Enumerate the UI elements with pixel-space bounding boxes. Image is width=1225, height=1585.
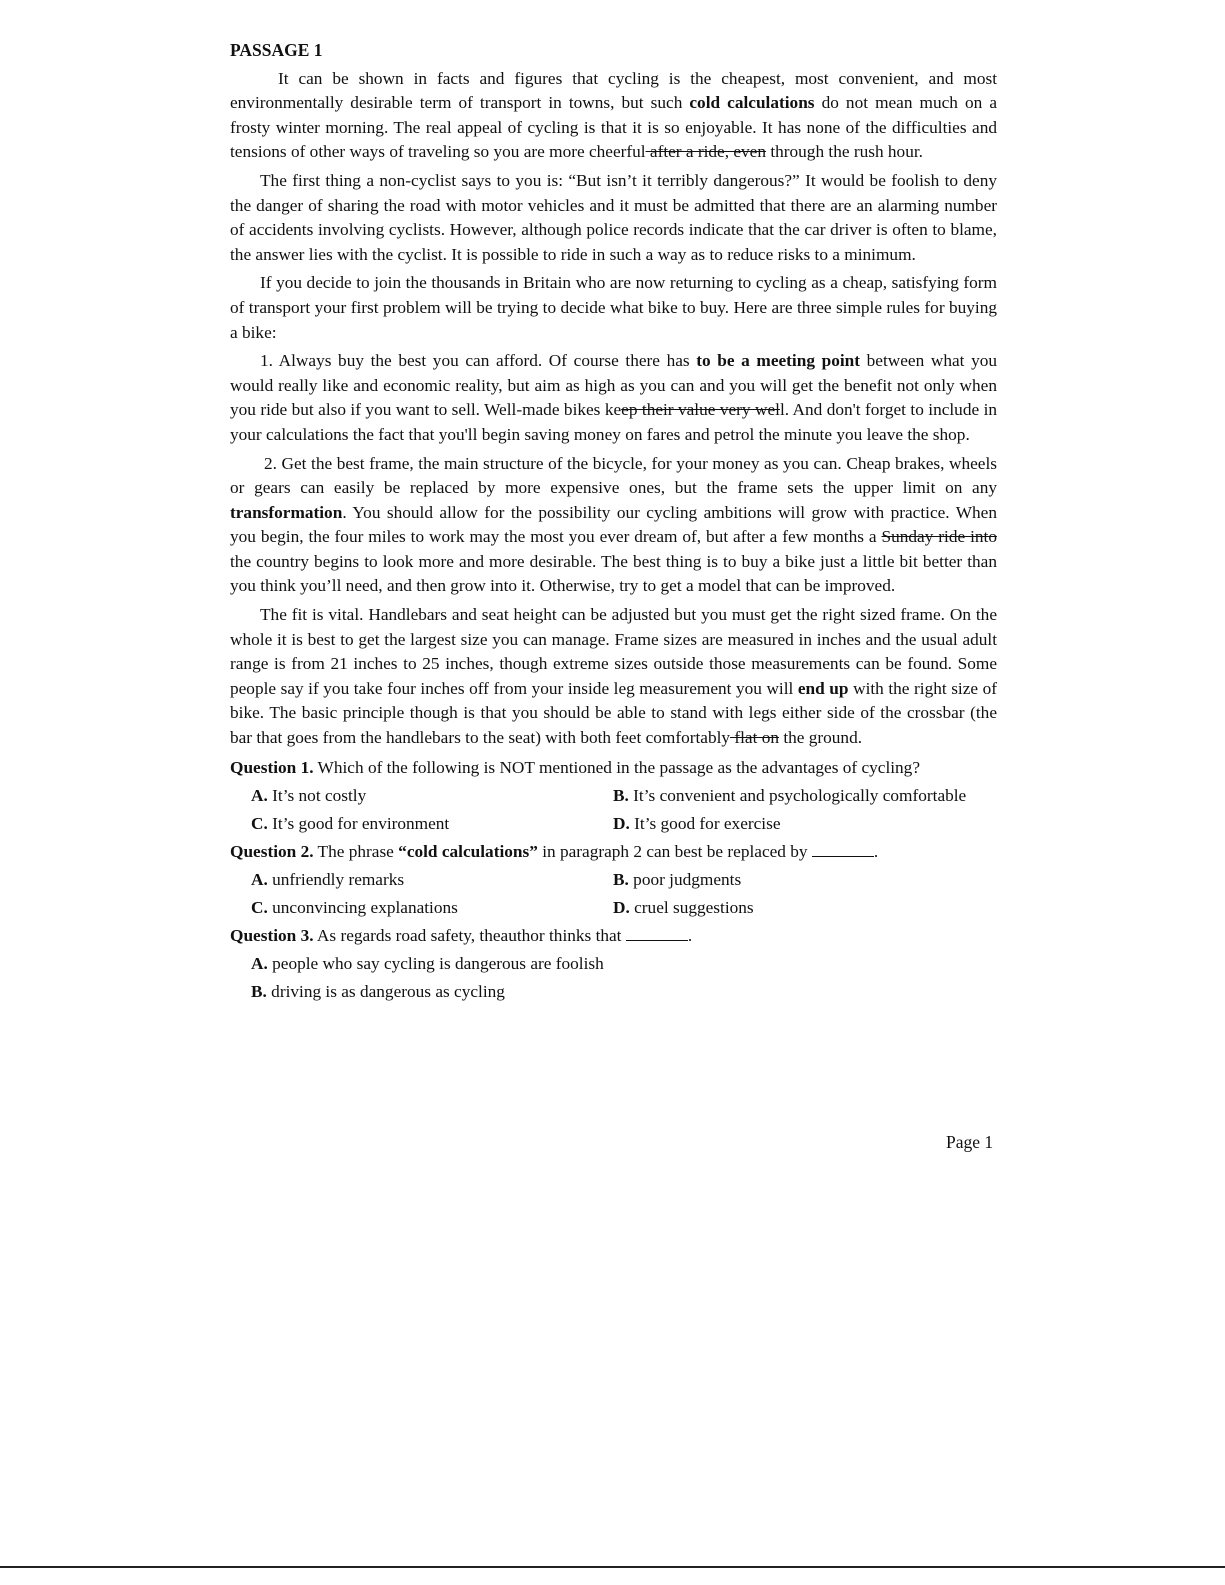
- option-label: A.: [251, 785, 268, 805]
- question-label: Question 2.: [230, 841, 314, 861]
- paragraph-1: [230, 67, 997, 165]
- page-number: Page 1: [946, 1132, 994, 1152]
- option-b[interactable]: [251, 979, 991, 1004]
- paragraph-2: The first thing a non-cyclist says to you is: “But isn’t it terribly dangerous?” It would be foolish to deny the danger of sharing the road with motor vehicles and it must be admitted that there are an alarming number of accidents involving cyclists. However, although police records indicate that the car driver is often to blame, the answer lies with the cyclist. It is possible to ride in such a way as to reduce risks to a minimum.: [230, 170, 997, 264]
- text-run: 1. Always buy the best you can afford. Of course there has: [260, 351, 697, 371]
- strikethrough-text: after a ride, even: [645, 142, 766, 162]
- option-label: C.: [251, 897, 268, 917]
- bold-phrase: cold calculations: [689, 93, 815, 113]
- option-text: driving is as dangerous as cycling: [266, 981, 505, 1001]
- option-text: unconvincing explanations: [267, 897, 458, 917]
- text-run: the country begins to look more and more desirable. The best thing is to buy a bike just a little bit better than you think you’ll need, and then grow into it. Otherwise, try to get a model that can be improved.: [230, 551, 997, 596]
- bottom-divider: [0, 1566, 1225, 1568]
- paragraph-rule-1: [230, 349, 997, 447]
- option-label: D.: [613, 897, 630, 917]
- strikethrough-text: ep their value very wel: [621, 400, 780, 420]
- text-run: between what you would really like and economic reality, but aim as high as you can and you will get the benefit not only when you ride but also if you want to sell. Well-made bikes ke: [230, 351, 997, 420]
- text-run: through the rush hour.: [766, 142, 923, 162]
- document-page: [230, 38, 997, 1004]
- question-1: [230, 755, 997, 780]
- option-text: cruel suggestions: [629, 897, 754, 917]
- question-text: in paragraph 2 can best be replaced by: [537, 841, 812, 861]
- answer-blank: [812, 840, 874, 857]
- question-3-options: [230, 951, 997, 1004]
- bold-phrase: transformation: [230, 502, 343, 522]
- paragraph-rule-2: [230, 452, 997, 600]
- option-c[interactable]: [251, 895, 613, 920]
- question-3: Question 3. As regards road safety, theauthor thinks that .: [230, 925, 693, 945]
- option-label: B.: [251, 981, 267, 1001]
- option-text: It’s not costly: [267, 785, 367, 805]
- option-b[interactable]: [613, 783, 1013, 808]
- option-label: D.: [613, 813, 630, 833]
- paragraph-fit: [230, 603, 997, 751]
- text-run: It can be shown in facts and figures that cycling is the cheapest, most convenient, and most environmentally desirable term of transport in towns, but such: [230, 68, 997, 113]
- text-run: l. And don't forget to include in your calculations the fact that you'll begin saving money on fares and petrol the minute you leave the shop.: [230, 400, 998, 444]
- text-run: 2. Get the best frame, the main structure of the bicycle, for your money as you can. Cheap brakes, wheels or gears can easily be replaced by more expensive ones, but the frame sets the upper limit on any: [230, 453, 997, 498]
- option-label: B.: [613, 785, 629, 805]
- option-label: C.: [251, 813, 268, 833]
- option-d[interactable]: [613, 895, 1013, 920]
- question-label: Question 3.: [230, 925, 314, 945]
- question-text: Which of the following is NOT mentioned in the passage as the advantages of cycling?: [313, 757, 920, 777]
- option-text: poor judgments: [628, 869, 742, 889]
- text-run: with the right size of bike. The basic principle though is that you should be able to stand with legs either side of the crossbar (the bar that goes from the handlebars to the seat) with both feet comfortably: [230, 678, 997, 748]
- option-label: A.: [251, 953, 268, 973]
- text-run: . You should allow for the possibility our cycling ambitions will grow with practice. When you begin, the four miles to work may the most you ever dream of, but after a few months a: [230, 502, 997, 547]
- option-d[interactable]: [613, 811, 1013, 836]
- option-b[interactable]: [613, 867, 1013, 892]
- question-2: Question 2. The phrase “cold calculations” in paragraph 2 can best be replaced by .: [230, 841, 879, 861]
- option-text: It’s convenient and psychologically comfortable: [628, 785, 967, 805]
- question-text: As regards road safety, theauthor thinks that: [313, 925, 626, 945]
- question-label: Question 1.: [230, 757, 314, 777]
- question-2-options: [230, 867, 997, 920]
- option-text: It’s good for environment: [267, 813, 450, 833]
- option-a[interactable]: [251, 951, 991, 976]
- bold-phrase: end up: [797, 678, 849, 698]
- passage-title: PASSAGE 1: [230, 40, 323, 60]
- text-run: do not mean much on a frosty winter morning. The real appeal of cycling is that it is so enjoyable. It has none of the difficulties and tensions of other ways of traveling so you are more cheerful: [230, 93, 997, 162]
- paragraph-3: If you decide to join the thousands in Britain who are now returning to cycling as a cheap, satisfying form of transport your first problem will be trying to decide what bike to buy. Here are three simple rules for buying a bike:: [230, 273, 997, 342]
- text-run: the ground.: [779, 728, 863, 748]
- question-text: The phrase: [313, 841, 399, 861]
- bold-phrase: “cold calculations”: [398, 841, 538, 861]
- option-text: people who say cycling is dangerous are foolish: [267, 953, 604, 973]
- answer-blank: [626, 924, 688, 941]
- text-run: The fit is vital. Handlebars and seat height can be adjusted but you must get the right sized frame. On the whole it is best to get the largest size you can manage. Frame sizes are measured in inches and the usual adult range is from 21 inches to 25 inches, though extreme sizes outside those measurements can be found. Some people say if you take four inches off from your inside leg measurement you will: [230, 605, 997, 698]
- strikethrough-text: flat on: [730, 728, 779, 748]
- option-a[interactable]: [251, 867, 613, 892]
- option-a[interactable]: [251, 783, 613, 808]
- option-label: B.: [613, 869, 629, 889]
- option-label: A.: [251, 869, 268, 889]
- question-1-options: [230, 783, 997, 836]
- bold-phrase: to be a meeting point: [696, 351, 861, 371]
- strikethrough-text: Sunday ride into: [881, 527, 997, 547]
- option-text: unfriendly remarks: [267, 869, 405, 889]
- option-text: It’s good for exercise: [629, 813, 781, 833]
- option-c[interactable]: [251, 811, 613, 836]
